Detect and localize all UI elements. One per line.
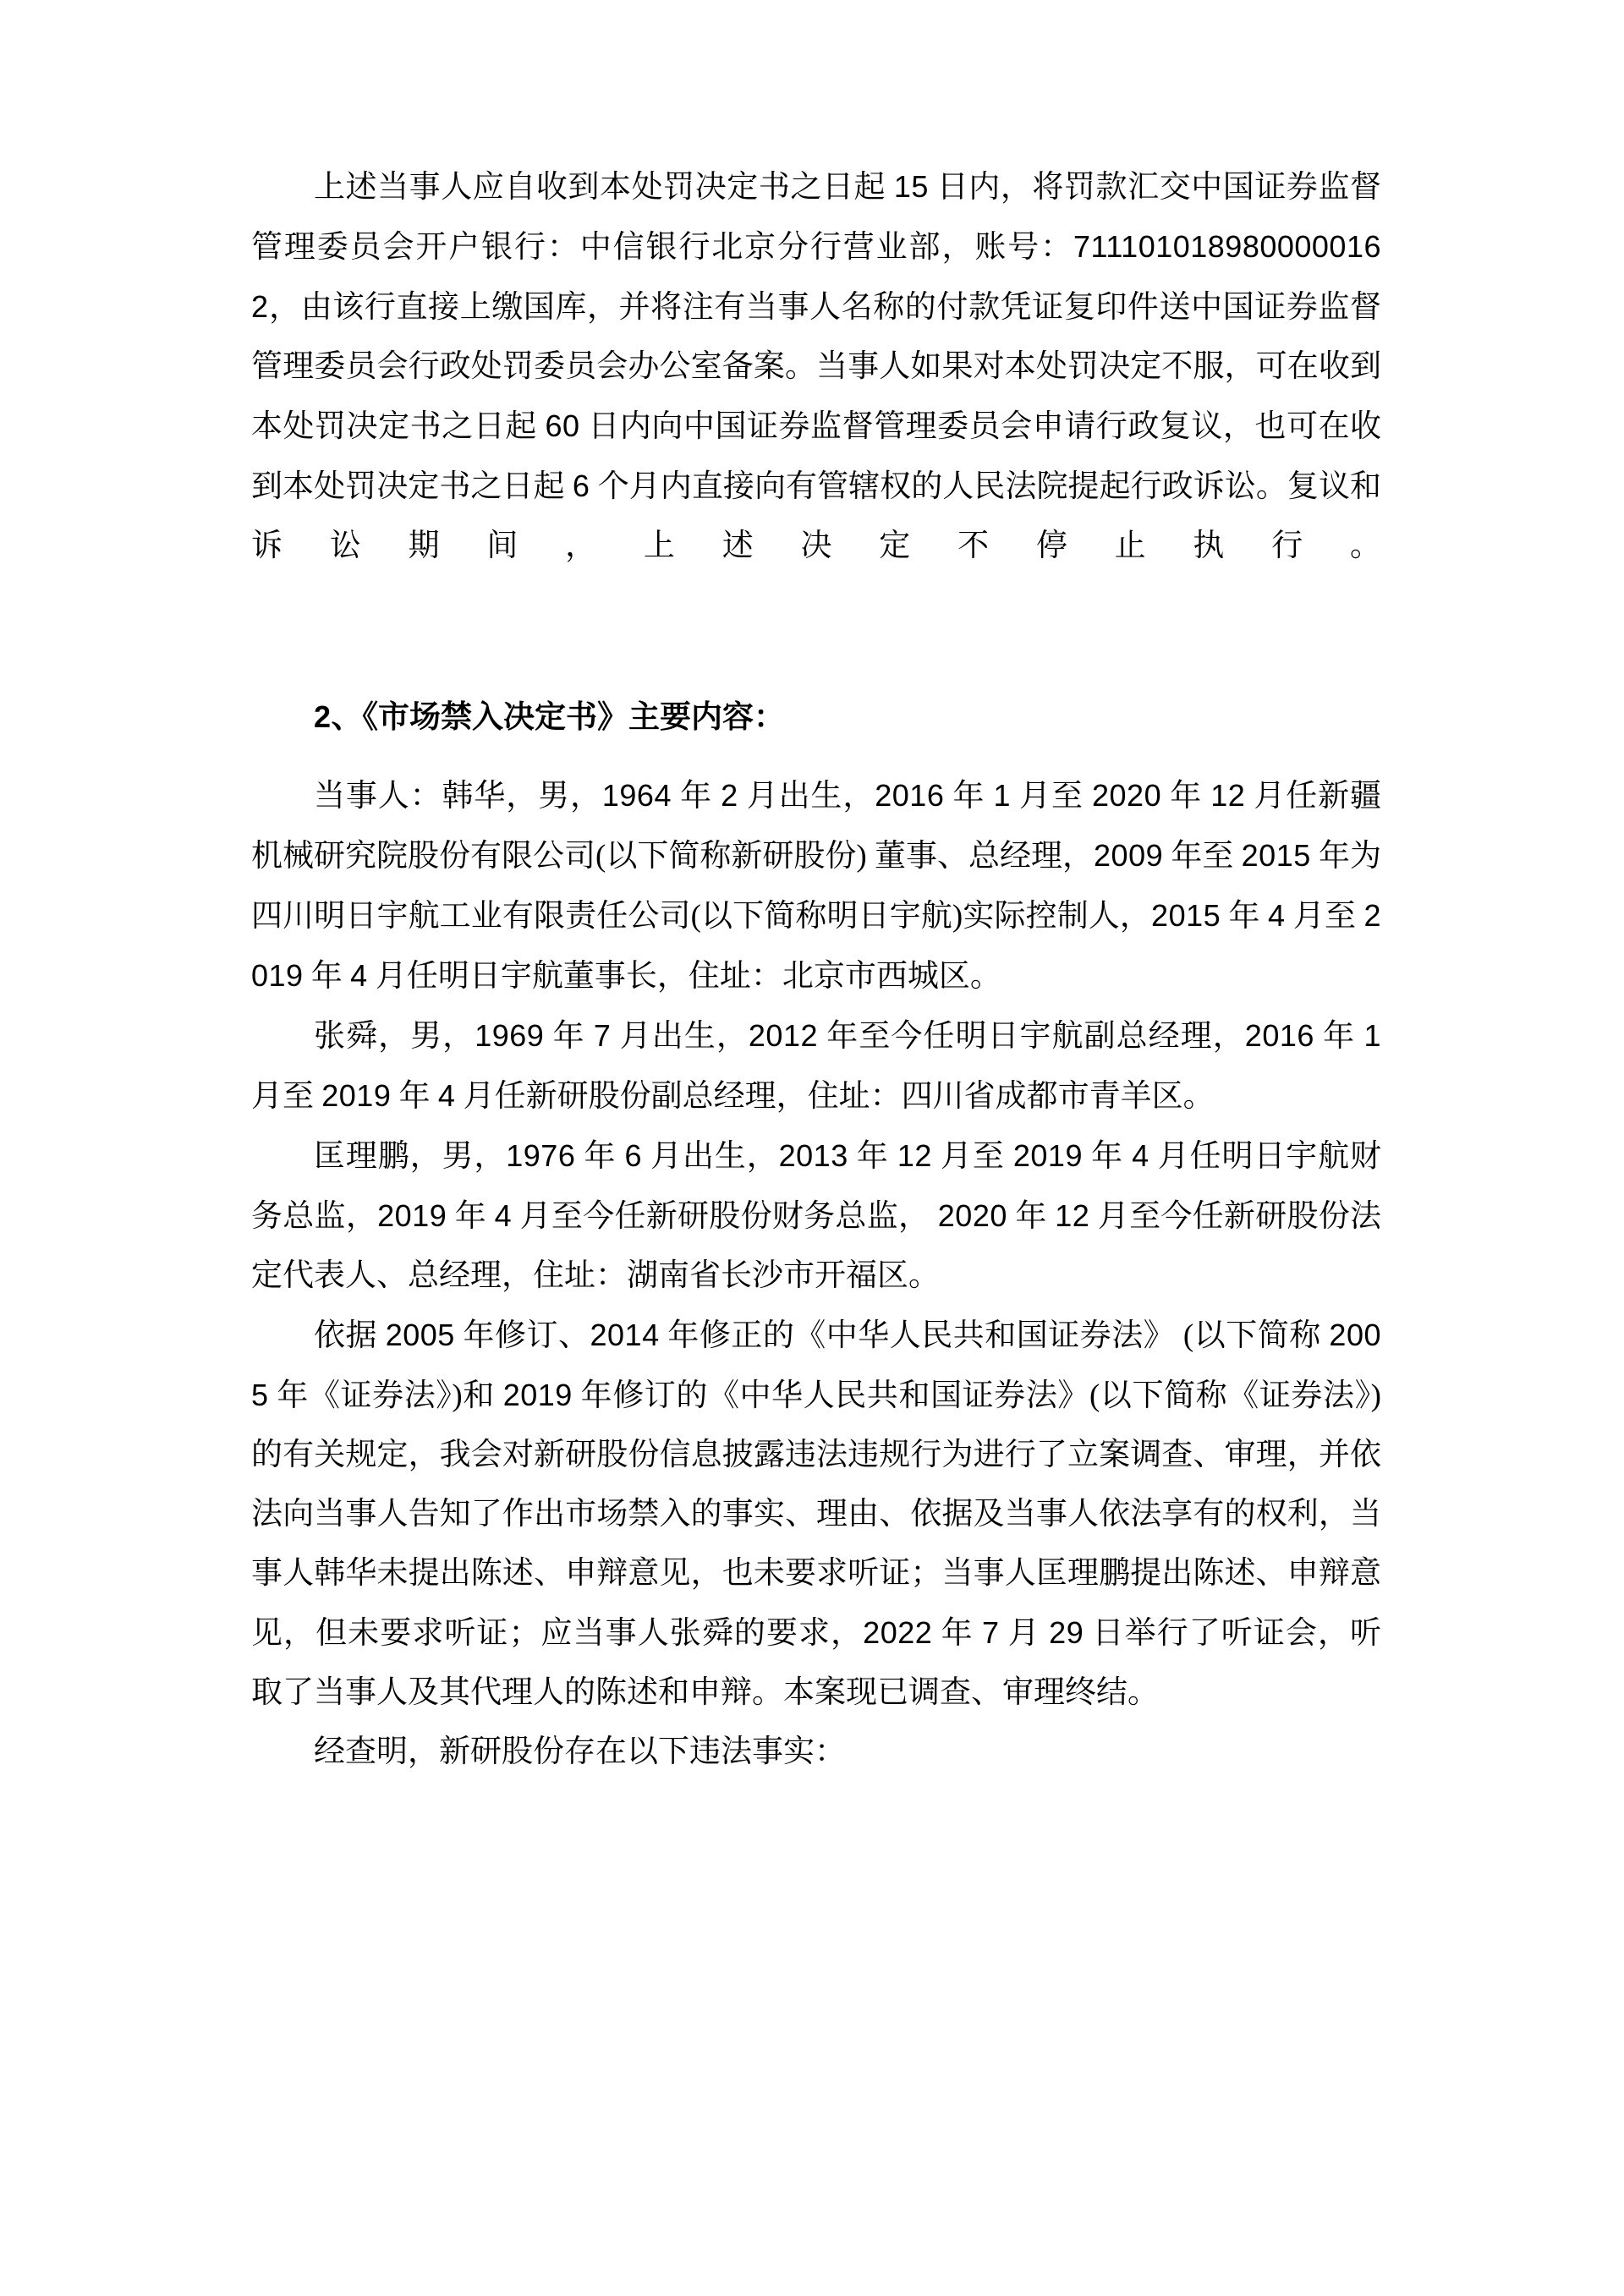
paragraph-party-zhangshun: 张舜，男，1969 年 7 月出生，2012 年至今任明日宇航副总经理，2016 年 1 月至 2019 年 4 月任新研股份副总经理，住址：四川省成都市青羊区。	[251, 1018, 1382, 1114]
paragraph-findings-intro: 经查明，新研股份存在以下违法事实：	[314, 1734, 846, 1769]
document-body	[251, 157, 1381, 1782]
section-spacer	[251, 635, 1381, 688]
paragraph-legal-basis: 依据 2005 年修订、2014 年修正的《中华人民共和国证券法》 (以下简称 2005 年《证券法》)和 2019 年修订的《中华人民共和国证券法》(以下简称《证券法》)的有关规定，我会对新研股份信息披露违法违规行为进行了立案调查、审理，并依法向当事人告知了作出市场禁入的事实、理由、依据及当事人依法享有的权利，当事人韩华未提出陈述、申辩意见，也未要求听证；当事人匡理鹏提出陈述、申辩意见，但未要求听证；应当事人张舜的要求，2022 年 7 月 29 日举行了听证会，听取了当事人及其代理人的陈述和申辩。本案现已调查、审理终结。	[251, 1318, 1382, 1710]
section-heading-market-ban-decision: 2、《市场禁入决定书》主要内容：	[314, 699, 786, 735]
heading-spacer	[251, 748, 1381, 766]
paragraph-party-kuanglipeng: 匡理鹏，男，1976 年 6 月出生，2013 年 12 月至 2019 年 4 月任明日宇航财务总监，2019 年 4 月至今任新研股份财务总监， 2020 年 12 月至今任新研股份法定代表人、总经理，住址：湖南省长沙市开福区。	[251, 1138, 1382, 1293]
paragraph-payment-notice: 上述当事人应自收到本处罚决定书之日起 15 日内，将罚款汇交中国证券监督管理委员会开户银行：中信银行北京分行营业部，账号：7111010189800000162，由该行直接上缴国库，并将注有当事人名称的付款凭证复印件送中国证券监督管理委员会行政处罚委员会办公室备案。当事人如果对本处罚决定不服，可在收到本处罚决定书之日起 60 日内向中国证券监督管理委员会申请行政复议，也可在收到本处罚决定书之日起 6 个月内直接向有管辖权的人民法院提起行政诉讼。复议和诉讼期间，上述决定不停止执行。	[251, 169, 1382, 563]
paragraph-party-hanhua: 当事人：韩华，男，1964 年 2 月出生，2016 年 1 月至 2020 年 12 月任新疆机械研究院股份有限公司(以下简称新研股份) 董事、总经理，2009 年至 2015 年为四川明日宇航工业有限责任公司(以下简称明日宇航)实际控制人，2015 年 4 月至 2019 年 4 月任明日宇航董事长，住址：北京市西城区。	[251, 778, 1382, 994]
